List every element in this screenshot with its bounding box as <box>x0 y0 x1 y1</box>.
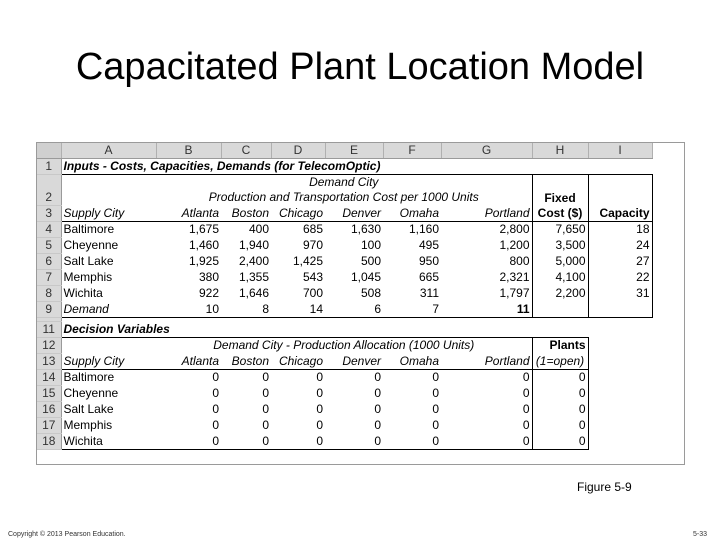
cost-cell[interactable]: 1,925 <box>188 254 219 268</box>
row-header[interactable]: 13 <box>37 354 61 370</box>
allocation-cell[interactable]: 0 <box>441 370 532 386</box>
copyright-notice: Copyright © 2013 Pearson Education. <box>8 531 126 538</box>
sheet-row <box>37 354 652 370</box>
cell[interactable] <box>588 338 652 354</box>
row-header[interactable]: 3 <box>37 206 61 222</box>
cost-cell[interactable]: 400 <box>248 222 269 237</box>
allocation-cell[interactable]: 0 <box>441 418 532 434</box>
allocation-cell[interactable]: 0 <box>212 386 219 400</box>
sheet-row <box>37 302 652 318</box>
row-header[interactable]: 16 <box>37 402 61 418</box>
allocation-cell[interactable]: 0 <box>374 386 381 400</box>
column-header[interactable]: C <box>221 143 271 159</box>
allocation-cell[interactable]: 0 <box>262 370 269 385</box>
allocation-cell[interactable]: 0 <box>262 386 269 400</box>
cost-cell[interactable]: 685 <box>302 222 323 237</box>
cost-cell[interactable]: 1,200 <box>441 238 532 254</box>
demand-city-label: Demand City <box>309 175 379 190</box>
row-header[interactable]: 17 <box>37 418 61 434</box>
supply-city-name[interactable]: Memphis <box>61 270 156 286</box>
demand-cell[interactable]: 6 <box>325 302 383 318</box>
cost-cell[interactable]: 1,797 <box>441 286 532 302</box>
page-number: 5-33 <box>693 531 708 538</box>
row-header[interactable]: 15 <box>37 386 61 402</box>
row-header[interactable]: 14 <box>37 370 61 386</box>
supply-city-name[interactable]: Cheyenne <box>61 386 156 402</box>
fixed-cost-cell[interactable]: 4,100 <box>532 270 588 286</box>
cost-cell[interactable]: 543 <box>302 270 323 284</box>
supply-city-name[interactable]: Cheyenne <box>61 238 156 254</box>
cell[interactable] <box>588 370 652 386</box>
allocation-cell[interactable]: 0 <box>262 418 269 432</box>
city-header[interactable]: Omaha <box>383 206 441 222</box>
plants-label[interactable]: Plants <box>532 338 588 354</box>
demand-cell[interactable]: 14 <box>271 302 325 318</box>
sheet-row <box>37 206 652 222</box>
cell[interactable] <box>441 159 532 175</box>
cost-description-label: Production and Transportation Cost per 1000 Units <box>208 190 479 205</box>
allocation-cell[interactable]: 0 <box>432 418 439 432</box>
sheet-row <box>37 386 652 402</box>
column-header[interactable]: I <box>588 143 652 159</box>
cost-cell[interactable]: 508 <box>360 286 381 300</box>
cell[interactable] <box>61 175 156 206</box>
supply-city-name[interactable]: Memphis <box>61 418 156 434</box>
allocation-cell[interactable]: 0 <box>432 370 439 385</box>
plant-open-cell[interactable]: 0 <box>532 402 588 418</box>
open-label[interactable]: (1=open) <box>532 354 588 370</box>
row-header[interactable]: 18 <box>37 434 61 450</box>
column-header[interactable]: A <box>61 143 156 159</box>
cost-cell[interactable]: 500 <box>360 254 381 268</box>
city-header[interactable]: Denver <box>325 354 383 370</box>
sheet-row <box>37 338 652 354</box>
cost-cell[interactable]: 1,675 <box>188 222 219 237</box>
supply-city-label[interactable]: Supply City <box>61 354 156 370</box>
plant-open-cell[interactable]: 0 <box>532 418 588 434</box>
cost-cell[interactable]: 800 <box>441 254 532 270</box>
allocation-cell[interactable]: 0 <box>316 418 323 432</box>
spreadsheet-grid <box>37 143 653 450</box>
city-header[interactable]: Boston <box>221 354 271 370</box>
cell[interactable] <box>325 322 383 338</box>
row-header[interactable]: 11 <box>37 322 61 338</box>
sheet-row <box>37 159 652 175</box>
cell[interactable] <box>588 402 652 418</box>
city-header[interactable]: Atlanta <box>156 354 221 370</box>
fixed-cost-label[interactable]: Cost ($) <box>532 206 588 222</box>
cell[interactable] <box>588 354 652 370</box>
column-header[interactable]: G <box>441 143 532 159</box>
cost-cell[interactable]: 495 <box>418 238 439 252</box>
cost-cell[interactable]: 1,355 <box>238 270 269 284</box>
cell[interactable] <box>532 322 588 338</box>
allocation-cell[interactable]: 0 <box>325 434 383 450</box>
cell[interactable] <box>588 159 652 175</box>
allocation-cell[interactable]: 0 <box>374 418 381 432</box>
cost-cell[interactable]: 100 <box>360 238 381 252</box>
supply-city-name[interactable]: Salt Lake <box>61 402 156 418</box>
cost-table-header[interactable] <box>156 175 532 206</box>
sheet-row <box>37 238 652 254</box>
sheet-row <box>37 434 652 450</box>
fixed-cost-cell[interactable]: 2,200 <box>532 286 588 302</box>
plant-open-cell[interactable]: 0 <box>532 434 588 450</box>
fixed-cost-cell[interactable]: 7,650 <box>532 222 588 238</box>
fixed-label[interactable]: Fixed <box>532 175 588 206</box>
row-header[interactable]: 2 <box>37 175 61 206</box>
city-header[interactable]: Chicago <box>271 206 325 222</box>
city-header[interactable]: Portland <box>441 354 532 370</box>
demand-cell[interactable]: 10 <box>156 302 221 318</box>
row-header[interactable]: 8 <box>37 286 61 302</box>
cell[interactable] <box>588 175 652 206</box>
capacity-cell[interactable]: 24 <box>588 238 652 254</box>
sheet-row <box>37 418 652 434</box>
cost-cell[interactable]: 380 <box>198 270 219 284</box>
city-header[interactable]: Denver <box>325 206 383 222</box>
supply-city-name[interactable]: Wichita <box>61 434 156 450</box>
city-header[interactable]: Omaha <box>383 354 441 370</box>
inputs-section-title[interactable]: Inputs - Costs, Capacities, Demands (for TelecomOptic) <box>63 159 381 173</box>
row-header[interactable]: 12 <box>37 338 61 354</box>
column-header[interactable]: B <box>156 143 221 159</box>
row-header[interactable]: 9 <box>37 302 61 318</box>
spreadsheet <box>36 142 685 465</box>
allocation-cell[interactable]: 0 <box>441 386 532 402</box>
allocation-cell[interactable]: 0 <box>383 434 441 450</box>
cell[interactable] <box>271 322 325 338</box>
allocation-cell[interactable]: 0 <box>374 370 381 385</box>
demand-label[interactable]: Demand <box>61 302 156 318</box>
allocation-cell[interactable]: 0 <box>441 434 532 450</box>
column-header[interactable]: H <box>532 143 588 159</box>
cost-cell[interactable]: 970 <box>302 238 323 252</box>
capacity-cell[interactable]: 22 <box>588 270 652 286</box>
allocation-cell[interactable]: 0 <box>212 418 219 432</box>
sheet-row <box>37 286 652 302</box>
decision-section-title[interactable]: Decision Variables <box>63 321 170 336</box>
allocation-cell[interactable]: 0 <box>374 402 381 416</box>
row-header[interactable]: 1 <box>37 159 61 175</box>
cost-cell[interactable]: 922 <box>198 286 219 300</box>
sheet-row <box>37 322 652 338</box>
column-header-row <box>37 143 652 159</box>
cost-cell[interactable]: 1,160 <box>408 222 439 237</box>
allocation-cell[interactable]: 0 <box>212 370 219 385</box>
select-all-corner[interactable] <box>37 143 61 159</box>
cost-cell[interactable]: 1,646 <box>238 286 269 300</box>
row-header[interactable]: 4 <box>37 222 61 238</box>
allocation-cell[interactable]: 0 <box>212 402 219 416</box>
demand-cell[interactable]: 11 <box>441 302 532 318</box>
allocation-cell[interactable]: 0 <box>432 386 439 400</box>
allocation-cell[interactable]: 0 <box>316 370 323 385</box>
capacity-cell[interactable]: 18 <box>588 222 652 238</box>
allocation-header[interactable]: Demand City - Production Allocation (1000 Units) <box>156 338 532 354</box>
row-header[interactable]: 7 <box>37 270 61 286</box>
cost-cell[interactable]: 2,321 <box>441 270 532 286</box>
cell[interactable] <box>383 322 441 338</box>
cost-cell[interactable]: 2,800 <box>441 222 532 238</box>
fixed-cost-cell[interactable]: 5,000 <box>532 254 588 270</box>
capacity-cell[interactable]: 31 <box>588 286 652 302</box>
fixed-cost-cell[interactable]: 3,500 <box>532 238 588 254</box>
capacity-cell[interactable]: 27 <box>588 254 652 270</box>
cell[interactable] <box>588 418 652 434</box>
demand-cell[interactable]: 7 <box>383 302 441 318</box>
cell[interactable] <box>532 302 588 318</box>
city-header[interactable]: Chicago <box>271 354 325 370</box>
city-header[interactable]: Atlanta <box>156 206 221 222</box>
allocation-cell[interactable]: 0 <box>271 434 325 450</box>
column-header[interactable]: F <box>383 143 441 159</box>
plant-open-cell[interactable]: 0 <box>532 370 588 386</box>
demand-cell[interactable]: 8 <box>221 302 271 318</box>
allocation-cell[interactable]: 0 <box>262 402 269 416</box>
cell[interactable] <box>441 322 532 338</box>
cost-cell[interactable]: 665 <box>418 270 439 284</box>
sheet-row <box>37 402 652 418</box>
supply-city-label[interactable]: Supply City <box>61 206 156 222</box>
column-header[interactable]: E <box>325 143 383 159</box>
cost-cell[interactable]: 311 <box>419 286 439 300</box>
cost-cell[interactable]: 1,425 <box>292 254 323 268</box>
capacity-label[interactable]: Capacity <box>588 206 652 222</box>
supply-city-name[interactable]: Baltimore <box>61 370 156 386</box>
allocation-cell[interactable]: 0 <box>316 386 323 400</box>
supply-city-name[interactable]: Wichita <box>61 286 156 302</box>
plant-open-cell[interactable]: 0 <box>532 386 588 402</box>
slide-title: Capacitated Plant Location Model <box>75 46 645 88</box>
cost-cell[interactable]: 950 <box>418 254 439 268</box>
cell[interactable] <box>588 386 652 402</box>
cell[interactable] <box>588 322 652 338</box>
sheet-row <box>37 370 652 386</box>
allocation-cell[interactable]: 0 <box>316 402 323 416</box>
supply-city-name[interactable]: Salt Lake <box>61 254 156 270</box>
column-header[interactable]: D <box>271 143 325 159</box>
row-header[interactable]: 6 <box>37 254 61 270</box>
allocation-cell[interactable]: 0 <box>441 402 532 418</box>
figure-caption: Figure 5-9 <box>577 480 632 494</box>
cost-cell[interactable]: 700 <box>302 286 323 300</box>
sheet-row <box>37 254 652 270</box>
row-header[interactable]: 5 <box>37 238 61 254</box>
city-header[interactable]: Boston <box>221 206 271 222</box>
cell[interactable] <box>588 302 652 318</box>
cell[interactable] <box>588 434 652 450</box>
supply-city-name[interactable]: Baltimore <box>61 222 156 238</box>
city-header[interactable]: Portland <box>441 206 532 222</box>
cost-cell[interactable]: 1,460 <box>188 238 219 252</box>
allocation-cell[interactable]: 0 <box>156 434 221 450</box>
allocation-cell[interactable]: 0 <box>221 434 271 450</box>
cost-cell[interactable]: 1,940 <box>238 238 269 252</box>
cell[interactable] <box>61 338 156 354</box>
sheet-row <box>37 175 652 206</box>
cell[interactable] <box>532 159 588 175</box>
sheet-row <box>37 270 652 286</box>
sheet-row <box>37 222 652 238</box>
cost-cell[interactable]: 2,400 <box>238 254 269 268</box>
cost-cell[interactable]: 1,045 <box>350 270 381 284</box>
allocation-cell[interactable]: 0 <box>432 402 439 416</box>
cost-cell[interactable]: 1,630 <box>350 222 381 237</box>
